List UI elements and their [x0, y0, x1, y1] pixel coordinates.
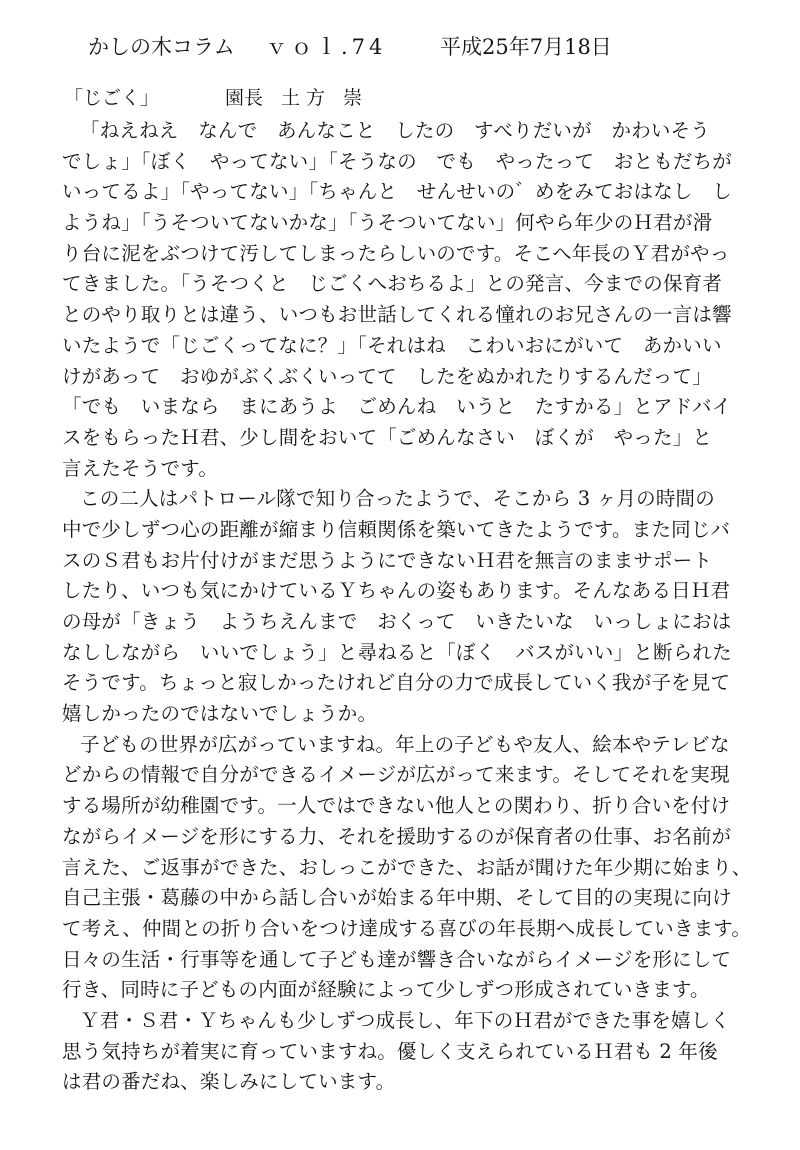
body-text-line: 行き、同時に子どもの内面が経験によって少しずつ形成されていきます。 [62, 978, 710, 1002]
body-text-line: てきました。「うそつくと じごくへおちるよ」との発言、今までの保育者 [62, 272, 723, 296]
author-name: 土方 崇 [281, 87, 369, 109]
body-text-line: 言えた、ご返事ができた、おしっこができた、お話が聞けた年少期に始まり、 [62, 855, 752, 879]
body-text-line: なししながら いいでしょう」と尋ねると「ぼく バスがいい」と断られた [62, 640, 732, 664]
body-text-line: 「ねえねえ なんで あんなこと したの すべりだいが かわいそう [80, 119, 711, 142]
body-text-line: 嬉しかったのではないでしょうか。 [62, 702, 378, 726]
body-text-line: スのＳ君もお片付けがまだ思うようにできないＨ君を無言のままサポート [62, 548, 713, 572]
author-role: 園長 [225, 87, 264, 109]
body-text-line: そうです。ちょっと寂しかったけれど自分の力で成長していく我が子を見て [62, 671, 731, 695]
body-text-line: て考え、仲間との折り合いをつけ達成する喜びの年長期へ成長していきます。 [62, 916, 752, 940]
column-header [88, 30, 728, 64]
body-text-line: ようね」「うそついてないかな」「うそついてない」何やら年少のＨ君が滑 [62, 211, 713, 235]
body-text-line: いってるよ」「やってない」「ちゃんと せんせいの゛めをみておはなし し [62, 180, 733, 204]
column-date: 平成25年7月18日 [440, 35, 612, 59]
body-text-line: の母が「きょう ようちえんまで おくって いきたいな いっしょにおは [62, 610, 732, 633]
body-text-line: でしょ」「ぼく やってない」「そうなの でも やったって おともだちが [62, 149, 733, 173]
body-text-line: スをもらったＨ君、少し間をおいて「ごめんなさい ぼくが やった」と [62, 425, 713, 449]
body-text-line: 日々の生活・行事等を通して子ども達が響き合いながらイメージを形にして [62, 947, 732, 971]
body-text-line: 中で少しずつ心の距離が縮まり信頼関係を築いてきたようです。また同じバ [62, 517, 731, 541]
article-title-line [64, 84, 368, 112]
column-volume: ｖｏｌ.74 [266, 35, 387, 59]
body-text-line: 思う気持ちが着実に育っていますね。優しく支えられているＨ君も 2 年後 [62, 1039, 718, 1063]
body-text-line: この二人はパトロール隊で知り合ったようで、そこから 3 ヶ月の時間の [80, 487, 715, 511]
article-body [62, 116, 754, 1098]
column-series-title: かしの木コラム [88, 35, 235, 59]
body-text-line: けがあって おゆがぶくぶくいってて したをぬかれたりするんだって」 [62, 364, 712, 388]
body-text-line: どからの情報で自分ができるイメージが広がって来ます。そしてそれを実現 [62, 763, 730, 787]
body-text-line: いたようで「じごくってなに？」「それはね こわいおにがいて あかいい [62, 333, 722, 357]
body-text-line: とのやり取りとは違う、いつもお世話してくれる憧れのお兄さんの一言は響 [62, 303, 732, 327]
body-text-line: 自己主張・葛藤の中から話し合いが始まる年中期、そして目的の実現に向け [62, 886, 732, 910]
body-text-line: は君の番だね、楽しみにしています。 [62, 1070, 396, 1094]
body-text-line: り台に泥をぶつけて汚してしまったらしいのです。そこへ年長のＹ君がやっ [62, 241, 730, 265]
body-text-line: ながらイメージを形にする力、それを援助するのが保育者の仕事、お名前が [62, 824, 732, 848]
body-text-line: 子どもの世界が広がっていますね。年上の子どもや友人、絵本やテレビな [80, 732, 730, 756]
body-text-line: したり、いつも気にかけているＹちゃんの姿もあります。そんなある日Ｈ君 [62, 579, 731, 603]
body-text-line: Ｙ君・Ｓ君・Ｙちゃんも少しずつ成長し、年下のＨ君ができた事を嬉しく [80, 1008, 731, 1032]
body-text-line: 言えたそうです。 [62, 456, 219, 480]
body-text-line: する場所が幼稚園です。一人ではできない他人との関わり、折り合いを付け [62, 794, 731, 818]
article-title: 「じごく」 [64, 87, 160, 109]
body-text-line: 「でも いまなら まにあうよ ごめんね いうと たすかる」とアドバイ [62, 395, 732, 419]
